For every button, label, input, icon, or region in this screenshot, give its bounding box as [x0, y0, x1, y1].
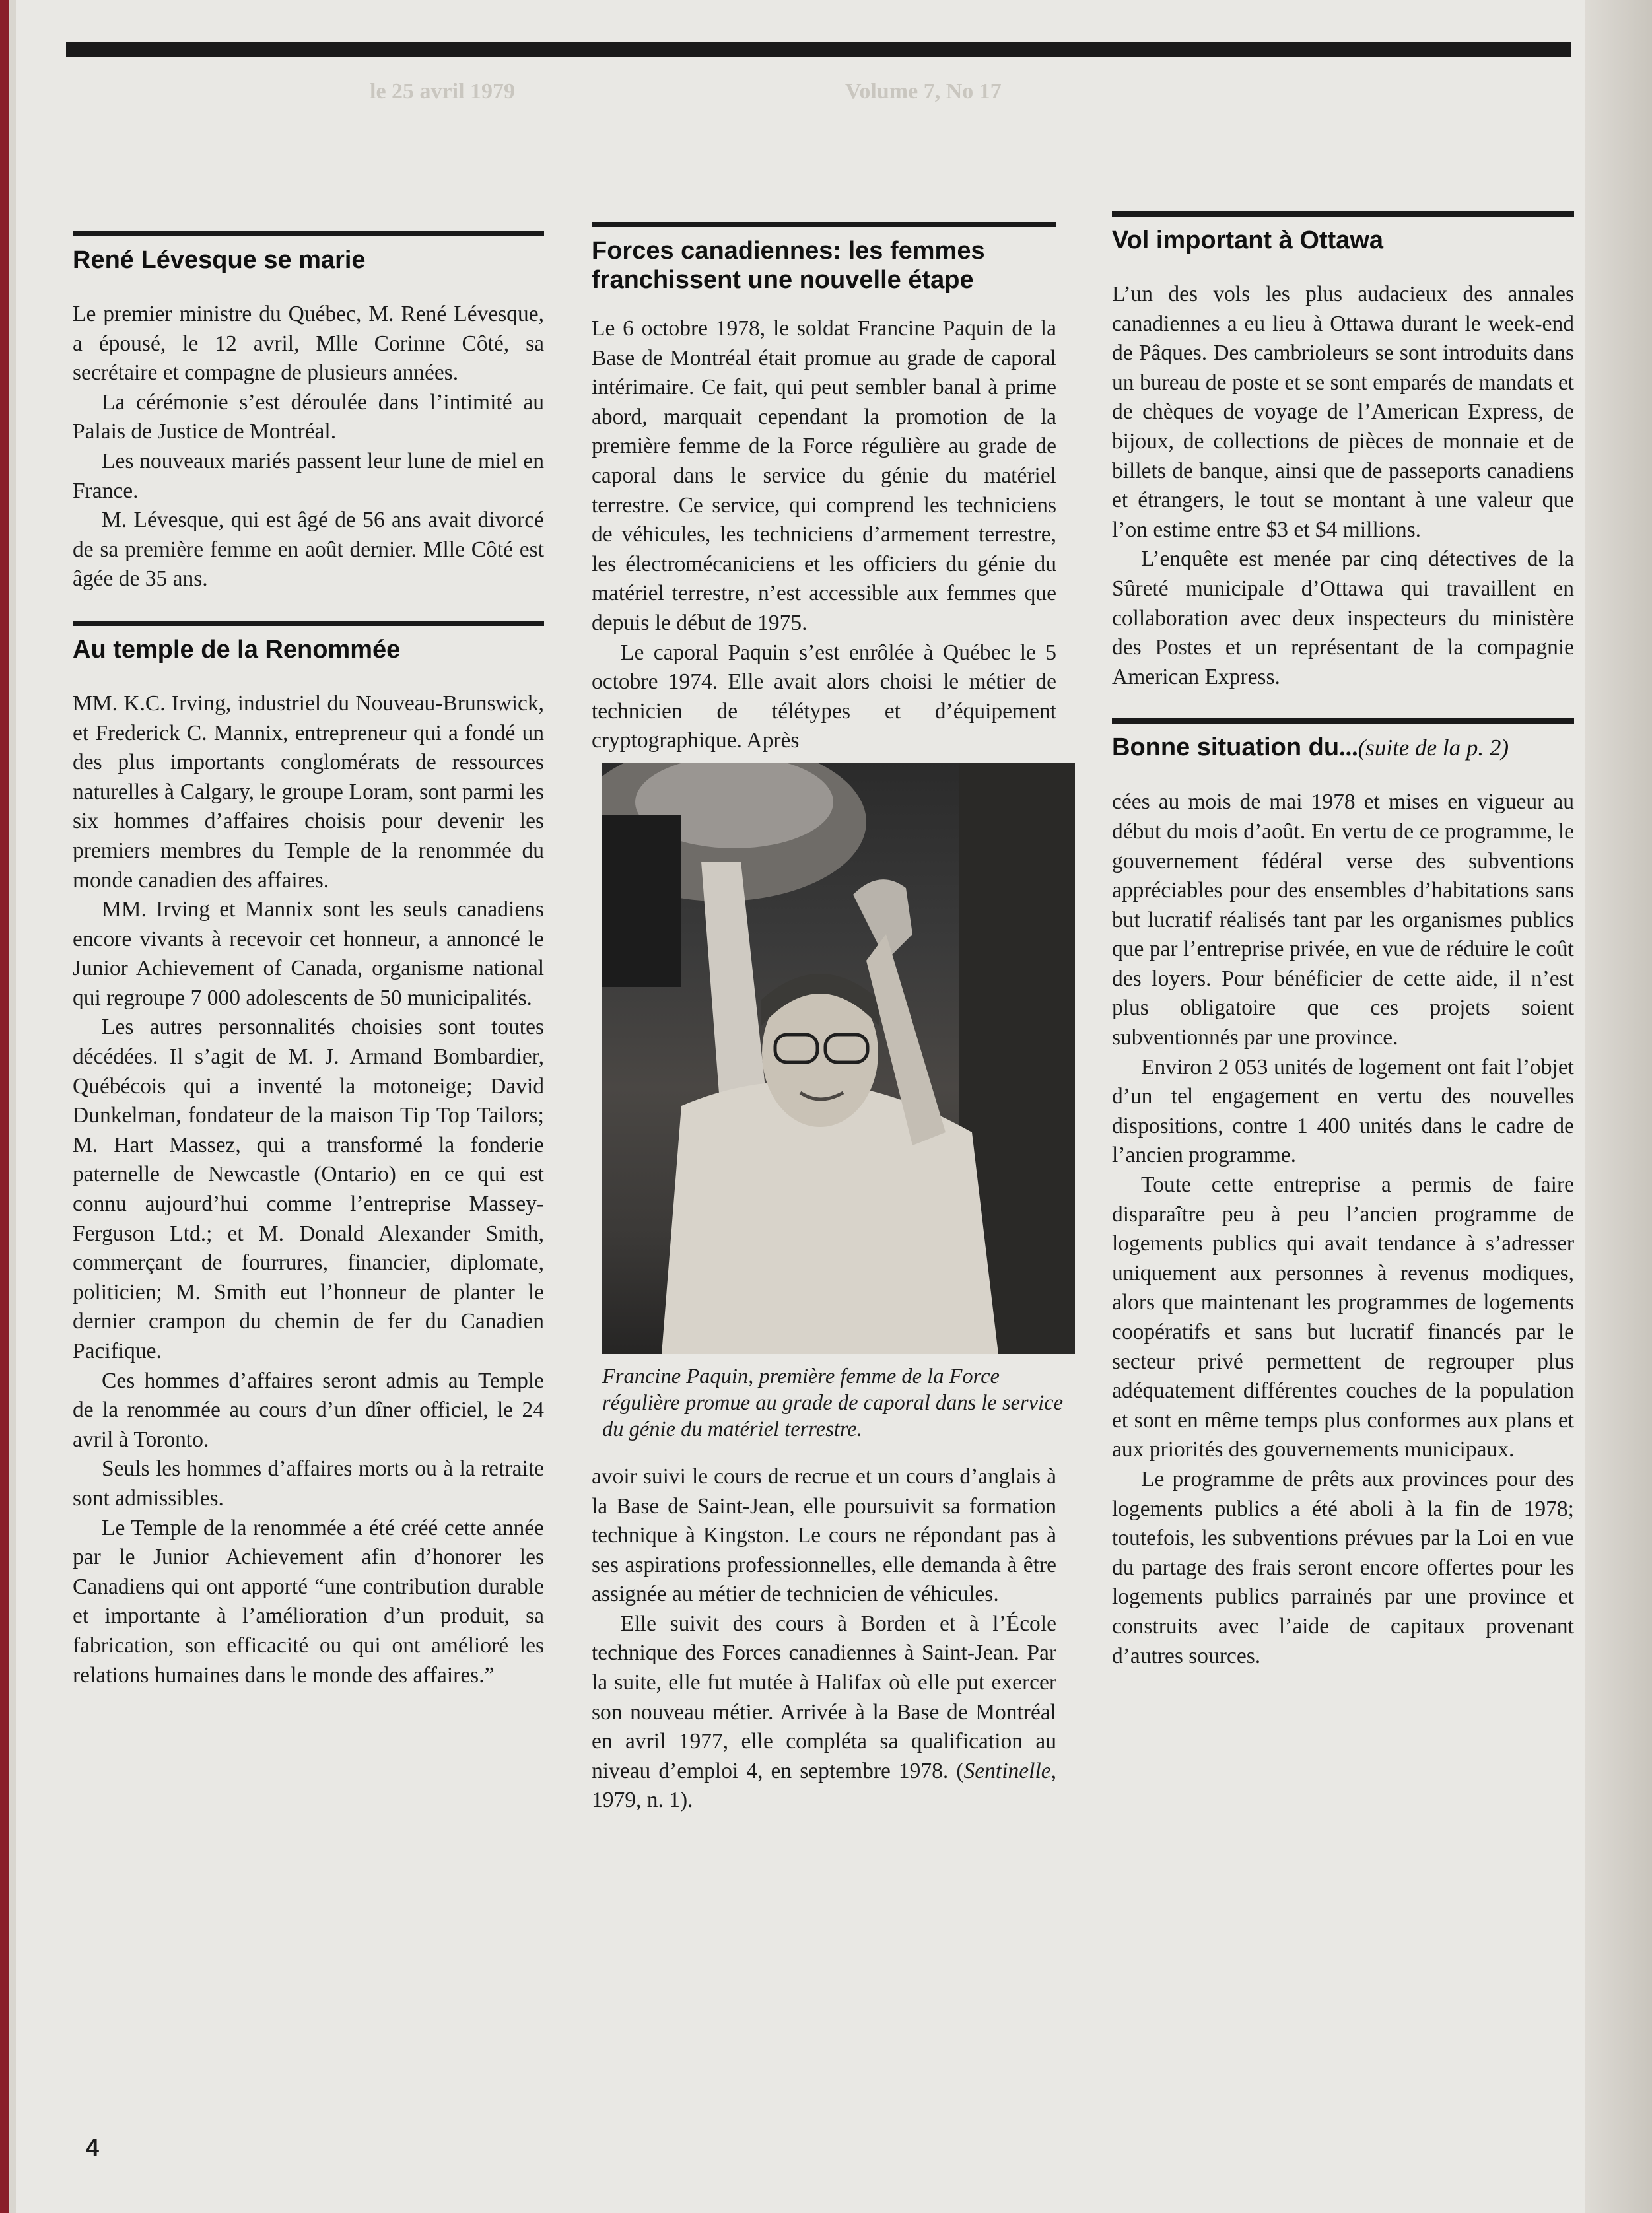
paragraph: L’enquête est menée par cinq détectives de la Sûreté municipale d’Ottawa qui travaillent en collaboration avec deux inspecteurs du ministère des Postes et un représentant de la compagnie American Express.	[1112, 547, 1574, 689]
article-bonne-situation	[1112, 718, 1574, 1671]
photo-caption: Francine Paquin, première femme de la Force régulière promue au grade de caporal dans le service du génie du matériel terrestre.	[602, 1364, 1063, 1441]
page-fold-shadow	[1585, 0, 1652, 2213]
binding-edge	[0, 0, 9, 2213]
page-number: 4	[86, 2134, 100, 2161]
paragraph: Ces hommes d’affaires seront admis au Temple de la renommée au cours d’un dîner officiel, le 24 avril à Toronto.	[73, 1368, 544, 1452]
photo-francine-paquin	[602, 763, 1075, 1354]
continued-from: (suite de la p. 2)	[1358, 735, 1509, 761]
ghost-date: le 25 avril 1979	[370, 79, 516, 104]
article-rene-levesque	[73, 231, 544, 594]
column-2	[592, 222, 1063, 1816]
source-name: Sentinelle	[963, 1758, 1051, 1783]
title-ellipsis: ...	[1339, 733, 1358, 762]
paragraph: Le Temple de la renommée a été créé cette année par le Junior Achievement afin d’honorer les Canadiens qui ont apporté “une contribution durable et importante à l’amélioration d’un produit, sa fabrication, son efficacité ou qui ont amélioré les relations humaines dans le monde des affaires.”	[73, 1515, 544, 1687]
article-title	[1112, 733, 1574, 763]
paragraph: cées au mois de mai 1978 et mises en vigueur au début du mois d’août. En vertu de ce programme, le gouvernement fédéral verse des subventions appréciables pour des ensembles d’habitations sans but lucratif réalisés tant par les organismes publics que par l’entreprise privée, en vue de réduire le coût des loyers. Pour bénéficier de cette aide, il n’est plus obligatoire que ces projets soient subventionnés par une province.	[1112, 790, 1574, 1050]
source-close: , 1979, n. 1).	[592, 1758, 1056, 1813]
paragraph: L’un des vols les plus audacieux des annales canadiennes a eu lieu à Ottawa durant le week-end de Pâques. Des cambrioleurs se sont introduits dans un bureau de poste et se sont emparés de mandats et de chèques de voyage de l’American Express, de bijoux, de collections de pièces de monnaie et de billets de banque, ainsi que de passeports canadiens et étrangers, le tout se montant à une valeur que l’on estime entre $3 et $4 millions.	[1112, 282, 1574, 542]
article-title: Au temple de la Renommée	[73, 635, 401, 664]
photo-illustration	[602, 763, 1075, 1354]
paragraph-text: Elle suivit des cours à Borden et à l’École technique des Forces canadiennes à Saint-Jean. Par la suite, elle fut mutée à Halifax où elle put exercer son nouveau métier. Arrivée à la Base de Montréal en avril 1977, elle compléta sa qualification au niveau d’emploi 4, en septembre 1978.	[592, 1611, 1056, 1783]
paragraph: Environ 2 053 unités de logement ont fait l’objet d’un tel engagement en vertu des nouvelles dispositions, contre 1 400 unités dans le cadre de l’ancien programme.	[1112, 1054, 1574, 1168]
paragraph: Le premier ministre du Québec, M. René Lévesque, a épousé, le 12 avril, Mlle Corinne Côté, sa secrétaire et compagne de plusieurs années.	[73, 302, 544, 386]
paragraph: Le caporal Paquin s’est enrôlée à Québec le 5 octobre 1974. Elle avait alors choisi le métier de technicien de télétypes et d’équipement cryptographique. Après	[592, 640, 1056, 753]
paragraph: Seuls les hommes d’affaires morts ou à la retraite sont admissibles.	[73, 1456, 544, 1511]
paragraph: Le 6 octobre 1978, le soldat Francine Paquin de la Base de Montréal était promue au grade de caporal intérimaire. Ce fait, qui peut sembler banal à prime abord, marquait cependant la promotion de la première femme de la Force régulière au grade de caporal dans le service du génie du matériel terrestre. Ce service, qui comprend les techniciens de véhicules, les techniciens d’armement terrestre, les électromécaniciens et les officiers du génie du matériel terrestre, n’est accessible aux femmes que depuis le début de 1975.	[592, 316, 1056, 635]
section-rule	[592, 222, 1056, 227]
paragraph	[592, 1610, 1056, 1816]
paragraph: La cérémonie s’est déroulée dans l’intimité au Palais de Justice de Montréal.	[73, 390, 544, 444]
article-vol-ottawa	[1112, 211, 1574, 692]
top-rule	[66, 42, 1571, 57]
paragraph: Les nouveaux mariés passent leur lune de miel en France.	[73, 448, 544, 503]
paragraph: MM. K.C. Irving, industriel du Nouveau-Brunswick, et Frederick C. Mannix, entrepreneur qui a fondé un des plus importants conglomérats de ressources naturelles à Calgary, le groupe Loram, sont parmi les six hommes d’affaires choisis pour devenir les premiers membres du Temple de la renommée du monde canadien des affaires.	[73, 691, 544, 893]
article-title: Vol important à Ottawa	[1112, 226, 1384, 254]
paragraph: Le programme de prêts aux provinces pour des logements publics a été aboli à la fin de 1978; toutefois, les subventions prévues par la Loi en vue du partage des frais seront encore offertes pour les logements publics parrainés par une province et construits avec l’aide de capitaux provenant d’autres sources.	[1112, 1466, 1574, 1668]
paragraph: MM. Irving et Mannix sont les seuls canadiens encore vivants à recevoir cet honneur, a annoncé le Junior Achievement of Canada, organisme national qui regroupe 7 000 adolescents de 50 municipalités.	[73, 897, 544, 1010]
article-title: René Lévesque se marie	[73, 246, 366, 274]
paragraph: avoir suivi le cours de recrue et un cours d’anglais à la Base de Saint-Jean, elle poursuivit sa formation technique à Kingston. Le cours ne répondant pas à ses aspirations professionnelles, elle demanda à être assignée au métier de technicien de véhicules.	[592, 1464, 1056, 1607]
section-rule	[1112, 718, 1574, 724]
column-1	[73, 231, 544, 1707]
section-rule	[1112, 211, 1574, 217]
ghost-volume: Volume 7, No 17	[845, 79, 1002, 104]
article-temple-renommee	[73, 621, 544, 1690]
section-rule	[73, 621, 544, 626]
paragraph: Toute cette entreprise a permis de faire disparaître peu à peu l’ancien programme de logements publics qui avait tendance à s’adresser uniquement aux personnes à revenus modiques, alors que maintenant les programmes de logements coopératifs et sans but lucratif financés par le secteur privé permettent de regrouper plus adéquatement différentes couches de la population et sont en même temps plus conformes aux plans et aux priorités des gouvernements municipaux.	[1112, 1173, 1574, 1462]
section-rule	[73, 231, 544, 236]
title-main: Bonne situation du	[1112, 733, 1340, 762]
article-title: Forces canadiennes: les femmes franchissent une nouvelle étape	[592, 237, 985, 294]
paragraph: M. Lévesque, qui est âgé de 56 ans avait divorcé de sa première femme en août dernier. Mlle Côté est âgée de 35 ans.	[73, 508, 544, 592]
paragraph: Les autres personnalités choisies sont toutes décédées. Il s’agit de M. J. Armand Bombardier, Québécois qui a inventé la motoneige; David Dunkelman, fondateur de la maison Tip Top Tailors; M. Hart Massez, qui a transformé la fonderie paternelle de Newcastle (Ontario) en ce qui est connu aujourd’hui comme l’entreprise Massey-Ferguson Ltd.; et M. Donald Alexander Smith, commerçant de fourrures, financier, diplomate, politicien; M. Smith eut l’honneur de planter le dernier crampon du chemin de fer du Canadien Pacifique.	[73, 1015, 544, 1363]
column-3	[1112, 211, 1574, 1688]
binding-shadow	[9, 0, 16, 2213]
source-open: (	[956, 1758, 964, 1783]
